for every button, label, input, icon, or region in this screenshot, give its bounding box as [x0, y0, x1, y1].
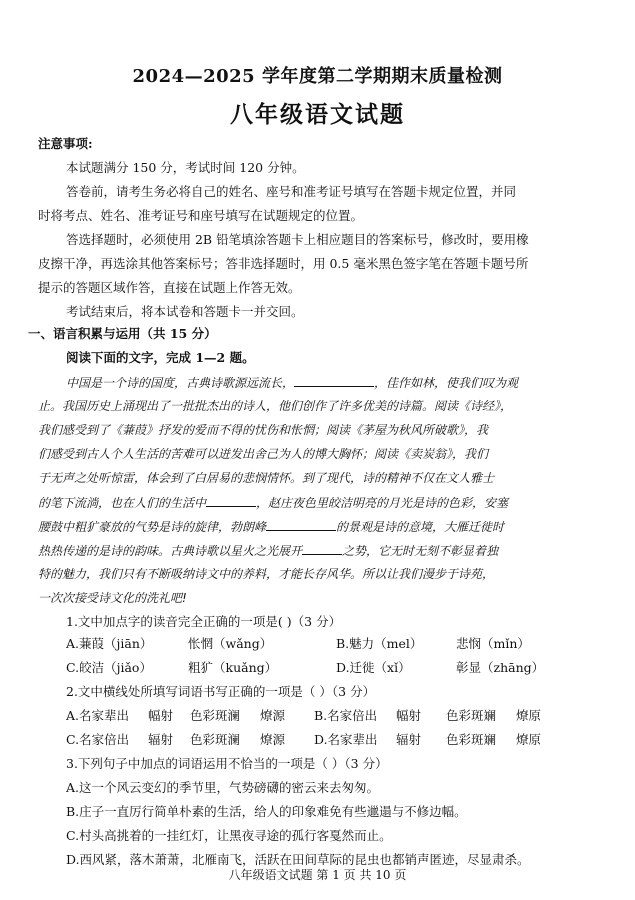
notes-line: 答选择题时，必须使用 2B 铅笔填涂答题卡上相应题目的答案标号，修改时，要用橡 [66, 232, 529, 247]
blank-2 [206, 494, 256, 507]
q2-option-word: 幅射 [396, 708, 422, 723]
q1-option[interactable]: C.皎洁（jiǎo） [66, 660, 152, 675]
question-3-stem: 3.下列句子中加点的词语运用不恰当的一项是（ ）（3 分） [66, 756, 388, 771]
blank-1 [294, 374, 374, 387]
passage-line: 热热传递的是诗的韵味。古典诗歌以星火之光展开 之势，它无时无刻不彰显着独 [38, 544, 499, 558]
q2-option[interactable]: D.名家辈出 [314, 732, 378, 747]
q2-option-word: 色彩斑斓 [446, 732, 497, 747]
notes-line: 考试结束后，将本试卷和答题卡一并交回。 [66, 304, 304, 319]
passage-line: 于无声之处听惊雷，体会到了白居易的悲悯情怀。到了现代，诗的精神不仅在文人雅士 [38, 471, 495, 485]
section-heading: 一、语言积累与运用（共 15 分） [28, 326, 217, 341]
q2-option-word: 幅射 [148, 708, 174, 723]
notes-line: 提示的答题区域作答，直接在试题上作答无效。 [38, 280, 301, 295]
passage-line: 们感受到古人个人生活的苦难可以迸发出舍己为人的博大胸怀；阅读《卖炭翁》，我们 [38, 447, 489, 461]
q2-option-word: 燎原 [516, 732, 542, 747]
q1-option[interactable]: D.迁徙（xǐ） [336, 660, 411, 675]
passage-line: 特的魅力，我们只有不断吸纳诗文中的养料，才能长存风华。所以让我们漫步于诗苑， [38, 567, 495, 581]
q3-option[interactable]: A.这一个风云变幻的季节里，气势磅礴的密云来去匆匆。 [66, 780, 380, 795]
q3-option[interactable]: C.村头高挑着的一挂红灯，让黑夜寻途的孤行客戛然而止。 [66, 828, 392, 843]
q2-option-word: 燎源 [260, 708, 286, 723]
question-2-stem: 2.文中横线处所填写词语书写正确的一项是（ ）（3 分） [66, 684, 376, 699]
notes-line: 答卷前，请考生务必将自己的姓名、座号和准考证号填写在答题卡规定位置，并同 [66, 184, 517, 199]
q2-option[interactable]: C.名家倍出 [66, 732, 130, 747]
q3-option[interactable]: B.庄子一直厉行简单朴素的生活，给人的印象难免有些邋遢与不修边幅。 [66, 804, 467, 819]
notes-line: 时将考点、姓名、准考证号和座号填写在试题规定的位置。 [38, 208, 364, 223]
notes-heading: 注意事项: [38, 136, 93, 151]
q2-option-word: 辐射 [148, 732, 174, 747]
q1-option-word: 彰显（zhāng） [456, 660, 545, 675]
q1-option-word: 怅惘（wǎng） [188, 636, 273, 651]
passage-line: 止。我国历史上涌现出了一批批杰出的诗人，他们创作了许多优美的诗篇。阅读《诗经》， [38, 399, 513, 413]
q2-option[interactable]: A.名家辈出 [66, 708, 130, 723]
notes-line: 皮擦干净，再选涂其他答案标号；答非选择题时，用 0.5 毫米黑色签字笔在答题卡题号所 [38, 256, 529, 271]
passage-line: 我们感受到了《蒹葭》抒发的爱而不得的忧伤和怅惘；阅读《茅屋为秋风所破歌》，我 [38, 423, 489, 437]
q2-option[interactable]: B.名家倍出 [314, 708, 378, 723]
q2-option-word: 辐射 [396, 732, 422, 747]
q1-option[interactable]: B.魅力（mel） [336, 636, 423, 651]
exam-title-line2: 八年级语文试题 [230, 101, 405, 128]
q2-option-word: 燎原 [516, 708, 542, 723]
q2-option-word: 色彩斑斓 [446, 708, 497, 723]
passage-line: 中国是一个诗的国度，古典诗歌源远流长， ，佳作如林，使我们叹为观 [66, 376, 519, 390]
q2-option-word: 色彩斑澜 [190, 732, 241, 747]
q1-option[interactable]: A.蒹葭（jiān） [66, 636, 153, 651]
q1-option-word: 悲悯（mǐn） [456, 636, 530, 651]
exam-title-line1: 2024—2025 学年度第二学期期末质量检测 [132, 66, 503, 87]
blank-3 [266, 518, 336, 531]
question-1-stem: 1.文中加点字的读音完全正确的一项是( )（3 分） [66, 614, 342, 629]
passage-line: 腰鼓中粗犷豪放的气势是诗的旋律，勃朗峰 的景观是诗的意境，大雁迁徙时 [38, 520, 505, 534]
page-footer: 八年级语文试题 第 1 页 共 10 页 [228, 868, 407, 882]
q2-option-word: 色彩斑澜 [190, 708, 241, 723]
q2-option-word: 燎源 [260, 732, 286, 747]
passage-line: 的笔下流淌，也在人们的生活中 ，赵庄夜色里皎洁明亮的月光是诗的色彩，安塞 [38, 496, 509, 510]
section-instruction: 阅读下面的文字，完成 1—2 题。 [66, 350, 255, 365]
notes-line: 本试题满分 150 分，考试时间 120 分钟。 [66, 160, 305, 175]
q1-option-word: 粗犷（kuǎng） [188, 660, 278, 675]
passage-line: 一次次接受诗文化的洗礼吧! [38, 591, 187, 605]
blank-4 [302, 542, 342, 555]
q3-option[interactable]: D.西风紧，落木萧萧，北雁南飞，活跃在田间草际的昆虫也都销声匿迹，尽显肃杀。 [66, 852, 530, 867]
